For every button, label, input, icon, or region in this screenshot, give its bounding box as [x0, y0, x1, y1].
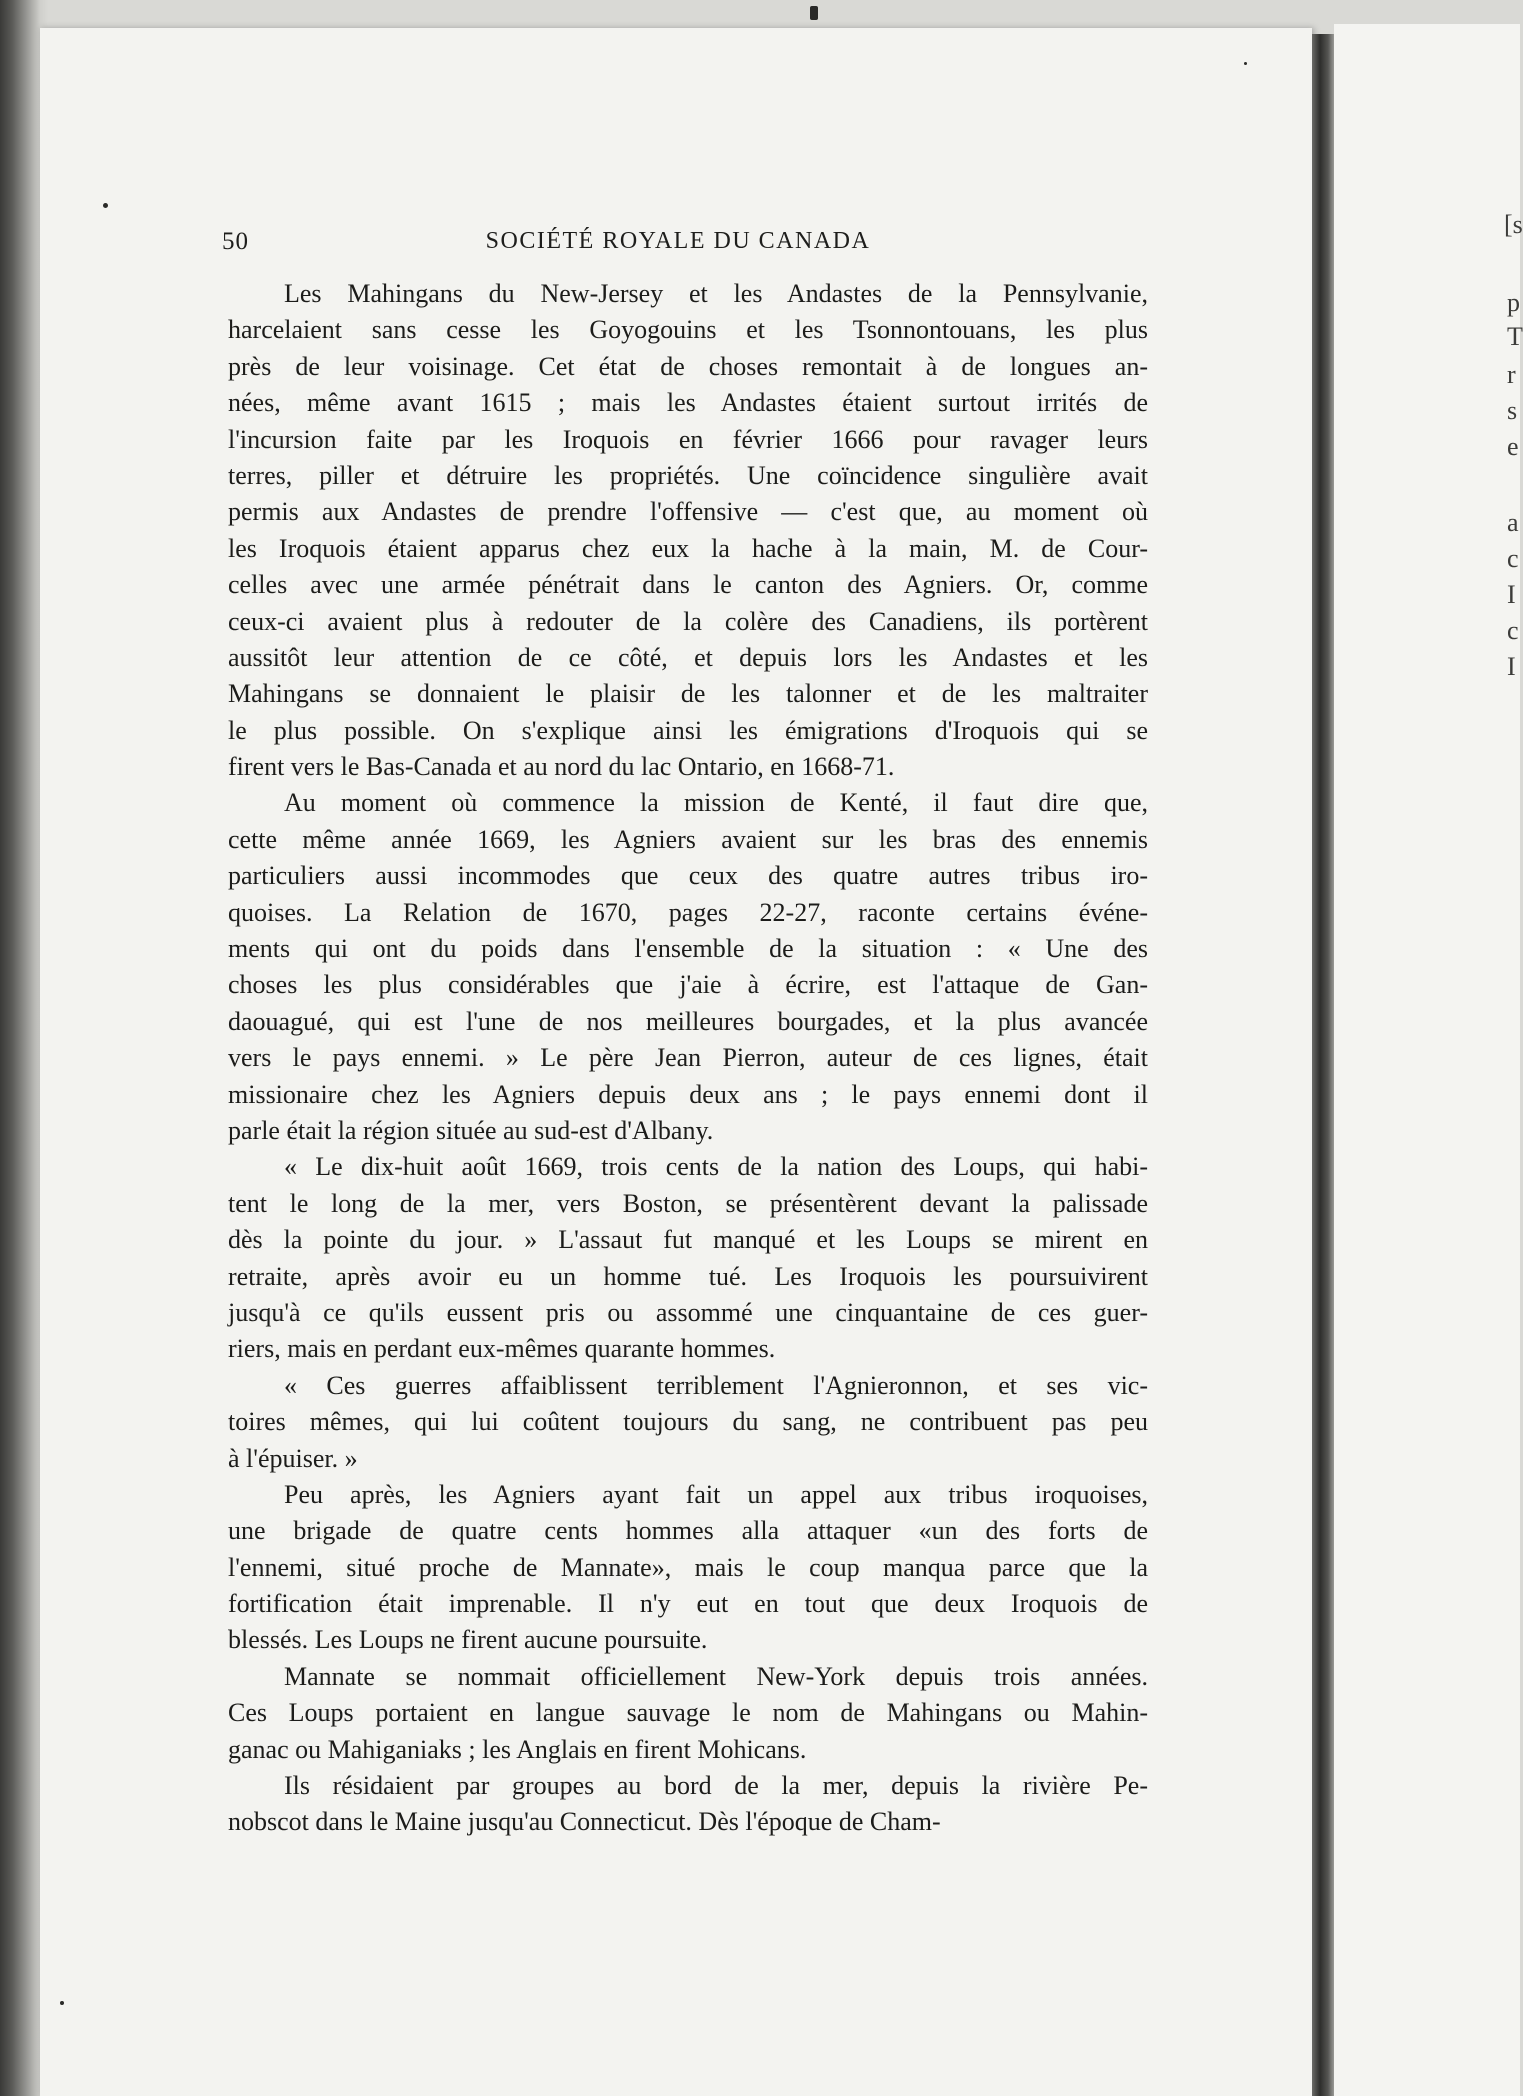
scan-speck	[103, 203, 108, 208]
text-line: permis aux Andastes de prendre l'offensive — c'est que, au moment où	[228, 497, 1148, 527]
paragraph	[228, 1149, 1148, 1367]
text-line: « Ces guerres affaiblissent terriblement l'Agnieronnon, et ses vic-	[284, 1370, 1148, 1400]
text-line: Mahingans se donnaient le plaisir de les talonner et de les maltraiter	[228, 679, 1148, 709]
page-number: 50	[222, 228, 249, 255]
body-text	[228, 276, 1148, 1841]
text-line: aussitôt leur attention de ce côté, et depuis lors les Andastes et les	[228, 642, 1148, 672]
facing-page-fragment: e	[1507, 432, 1519, 461]
text-line: vers le pays ennemi. » Le père Jean Pierron, auteur de ces lignes, était	[228, 1043, 1148, 1073]
text-line: « Le dix-huit août 1669, trois cents de la nation des Loups, qui habi-	[284, 1152, 1148, 1182]
facing-page-edge	[1334, 24, 1523, 2096]
text-line: les Iroquois étaient apparus chez eux la hache à la main, M. de Cour-	[228, 533, 1148, 563]
paragraph	[228, 1659, 1148, 1768]
facing-page-fragment: s	[1507, 396, 1518, 425]
text-line: le plus possible. On s'explique ainsi les émigrations d'Iroquois qui se	[228, 715, 1148, 745]
text-line: fortification était imprenable. Il n'y eut en tout que deux Iroquois de	[228, 1589, 1148, 1619]
scan-speck	[60, 2001, 64, 2005]
text-line: ceux-ci avaient plus à redouter de la colère des Canadiens, ils portèrent	[228, 606, 1148, 636]
facing-page-fragment: I	[1507, 652, 1516, 681]
text-line: l'incursion faite par les Iroquois en février 1666 pour ravager leurs	[228, 424, 1148, 454]
text-line: ganac ou Mahiganiaks ; les Anglais en firent Mohicans.	[228, 1734, 807, 1764]
text-line: jusqu'à ce qu'ils eussent pris ou assommé une cinquantaine de ces guer-	[228, 1297, 1148, 1327]
text-line: celles avec une armée pénétrait dans le canton des Agniers. Or, comme	[228, 570, 1148, 600]
text-line: près de leur voisinage. Cet état de choses remontait à de longues an-	[228, 351, 1148, 381]
text-line: Peu après, les Agniers ayant fait un appel aux tribus iroquoises,	[284, 1479, 1148, 1509]
running-title: SOCIÉTÉ ROYALE DU CANADA	[485, 228, 871, 254]
text-line: harcelaient sans cesse les Goyogouins et les Tsonnontouans, les plus	[228, 315, 1148, 345]
paragraph	[228, 1477, 1148, 1659]
facing-page-fragment: r	[1507, 360, 1516, 389]
text-line: terres, piller et détruire les propriétés. Une coïncidence singulière avait	[228, 460, 1148, 490]
text-line: toires mêmes, qui lui coûtent toujours du sang, ne contribuent pas peu	[228, 1407, 1148, 1437]
paragraph	[228, 276, 1148, 785]
text-line: l'ennemi, situé proche de Mannate», mais le coup manqua parce que la	[228, 1552, 1148, 1582]
text-line: quoises. La Relation de 1670, pages 22-27, raconte certains événe-	[228, 897, 1148, 927]
facing-page-fragment: c	[1507, 616, 1519, 645]
text-line: missionaire chez les Agniers depuis deux ans ; le pays ennemi dont il	[228, 1079, 1148, 1109]
text-line: cette même année 1669, les Agniers avaient sur les bras des ennemis	[228, 824, 1148, 854]
scan-speck	[810, 6, 818, 20]
facing-page-fragment: [s	[1504, 210, 1523, 239]
text-line: dès la pointe du jour. » L'assaut fut manqué et les Loups se mirent en	[228, 1225, 1148, 1255]
text-line: particuliers aussi incommodes que ceux des quatre autres tribus iro-	[228, 861, 1148, 891]
text-line: Mannate se nommait officiellement New-York depuis trois années.	[284, 1661, 1148, 1691]
text-line: Ils résidaient par groupes au bord de la mer, depuis la rivière Pe-	[284, 1771, 1148, 1801]
text-line: tent le long de la mer, vers Boston, se présentèrent devant la palissade	[228, 1188, 1148, 1218]
scan-speck	[1244, 62, 1247, 65]
text-line: une brigade de quatre cents hommes alla attaquer «un des forts de	[228, 1516, 1148, 1546]
text-line: riers, mais en perdant eux-mêmes quarante hommes.	[228, 1334, 776, 1364]
paragraph	[228, 785, 1148, 1149]
book-gutter	[1312, 34, 1334, 2096]
text-line: daouagué, qui est l'une de nos meilleures bourgades, et la plus avancée	[228, 1006, 1148, 1036]
page-header	[222, 228, 1134, 264]
text-line: retraite, après avoir eu un homme tué. Les Iroquois les poursuivirent	[228, 1261, 1148, 1291]
facing-page-fragment: p	[1507, 288, 1520, 317]
facing-page-fragment: a	[1507, 508, 1519, 537]
text-line: Au moment où commence la mission de Kenté, il faut dire que,	[284, 788, 1148, 818]
text-line: à l'épuiser. »	[228, 1443, 358, 1473]
text-line: parle était la région située au sud-est d'Albany.	[228, 1115, 714, 1145]
text-line: blessés. Les Loups ne firent aucune poursuite.	[228, 1625, 708, 1655]
facing-page-fragment: c	[1507, 544, 1519, 573]
text-line: firent vers le Bas-Canada et au nord du lac Ontario, en 1668-71.	[228, 752, 895, 782]
text-line: nées, même avant 1615 ; mais les Andastes étaient surtout irrités de	[228, 388, 1148, 418]
facing-page-fragment: T	[1507, 322, 1523, 351]
paragraph	[228, 1368, 1148, 1477]
facing-page-fragment: I	[1507, 580, 1516, 609]
paragraph	[228, 1768, 1148, 1841]
text-line: Les Mahingans du New-Jersey et les Andastes de la Pennsylvanie,	[284, 279, 1148, 308]
text-line: choses les plus considérables que j'aie à écrire, est l'attaque de Gan-	[228, 970, 1148, 1000]
text-line: Ces Loups portaient en langue sauvage le nom de Mahingans ou Mahin-	[228, 1698, 1148, 1728]
text-line: ments qui ont du poids dans l'ensemble de la situation : « Une des	[228, 934, 1148, 964]
text-line: nobscot dans le Maine jusqu'au Connecticut. Dès l'époque de Cham-	[228, 1807, 941, 1837]
